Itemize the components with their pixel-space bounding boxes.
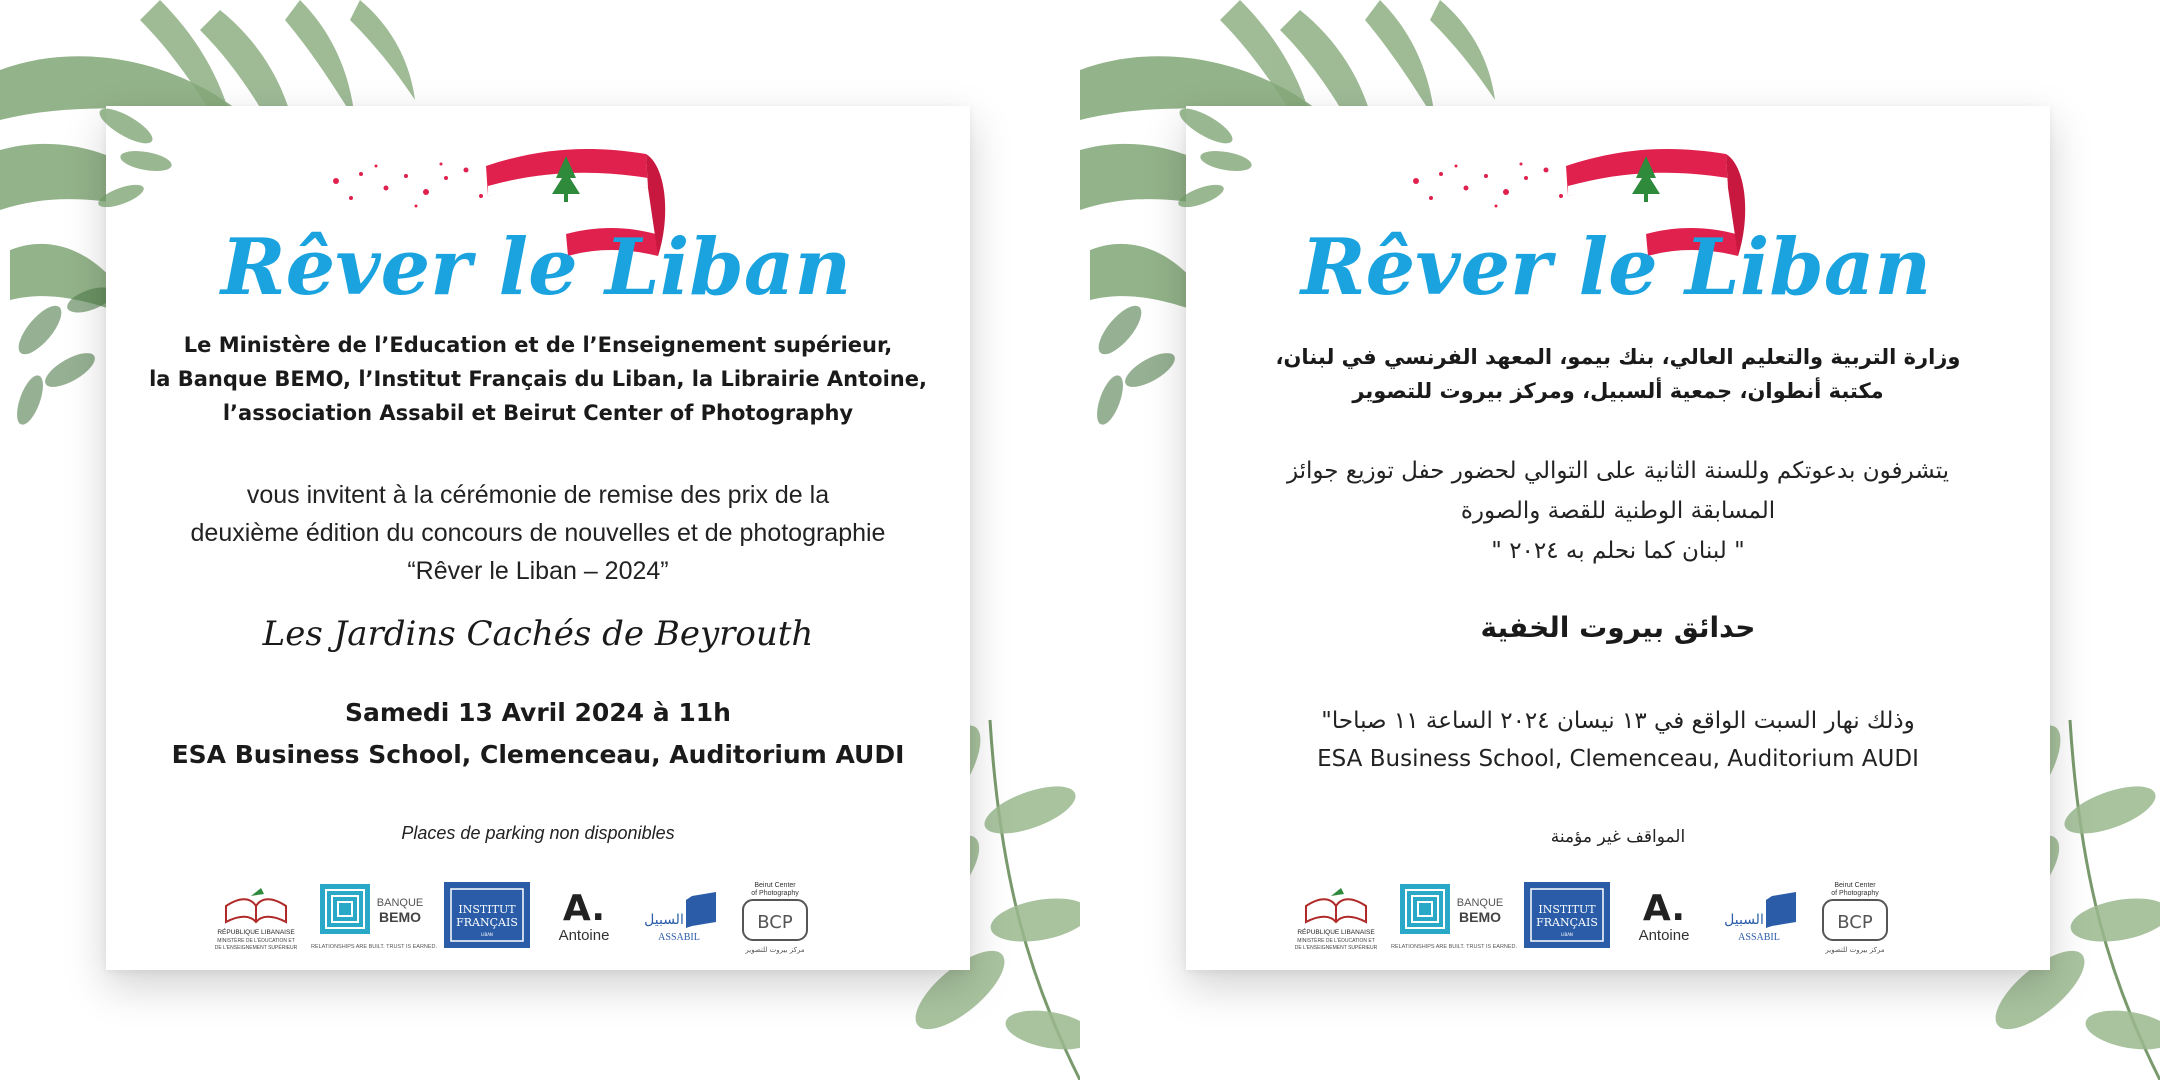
svg-text:INSTITUT: INSTITUT <box>1538 903 1596 916</box>
leaves-corner-icon <box>106 106 216 246</box>
svg-text:Antoine: Antoine <box>1638 927 1690 944</box>
svg-text:مركز بيروت للتصوير: مركز بيروت للتصوير <box>745 946 805 954</box>
ministry-logo <box>1286 878 1386 958</box>
svg-text:of Photography: of Photography <box>751 890 799 897</box>
svg-text:Beirut Center: Beirut Center <box>754 882 796 889</box>
svg-text:FRANÇAIS: FRANÇAIS <box>456 916 518 929</box>
institut-francais-logo <box>442 878 532 958</box>
antoine-logo <box>546 878 622 958</box>
partner-logos <box>1286 878 1956 958</box>
invitation-text-arabic <box>1216 451 2020 571</box>
partner-logos <box>206 878 876 958</box>
organizers-line-1: وزارة التربية والتعليم العالي، بنك بيمو، المعهد الفرنسي في لبنان، <box>1275 345 1961 369</box>
rever-le-liban-logo <box>1300 126 1932 326</box>
event-venue: ESA Business School, Clemenceau, Auditorium AUDI <box>171 740 905 769</box>
bemo-logo <box>1390 878 1518 958</box>
organizers-line-1: Le Ministère de l’Education et de l’Enseignement supérieur, <box>183 333 893 357</box>
organizers-line-2: la Banque BEMO, l’Institut Français du Liban, la Librairie Antoine, <box>149 367 927 391</box>
arabic-invitation-panel <box>1080 0 2160 1080</box>
svg-text:السبيل: السبيل <box>1724 912 1764 928</box>
event-venue: ESA Business School, Clemenceau, Auditorium AUDI <box>1317 746 1919 772</box>
svg-text:مركز بيروت للتصوير: مركز بيروت للتصوير <box>1825 946 1885 954</box>
svg-text:RÉPUBLIQUE LIBANAISE: RÉPUBLIQUE LIBANAISE <box>1297 929 1375 936</box>
sparkles-icon <box>333 163 483 208</box>
organizers-text-arabic <box>1216 340 2020 408</box>
svg-text:A.: A. <box>562 888 606 929</box>
svg-text:RÉPUBLIQUE LIBANAISE: RÉPUBLIQUE LIBANAISE <box>217 929 295 936</box>
bcp-logo <box>734 878 816 958</box>
invitation-line-3: " لبنان كما نحلم به ٢٠٢٤ " <box>1491 538 1745 564</box>
organizers-line-2: مكتبة أنطوان، جمعية ألسبيل، ومركز بيروت للتصوير <box>1352 379 1884 403</box>
event-details-arabic <box>1216 702 2020 778</box>
invitation-line-1: vous invitent à la cérémonie de remise des prix de la <box>246 481 830 509</box>
assabil-logo <box>634 878 724 958</box>
svg-text:السبيل: السبيل <box>644 912 684 928</box>
book-icon <box>226 888 286 922</box>
invitation-card <box>1186 106 2050 970</box>
svg-text:of Photography: of Photography <box>1831 890 1879 897</box>
bcp-logo <box>1814 878 1896 958</box>
svg-text:RELATIONSHIPS ARE BUILT. TRUST: RELATIONSHIPS ARE BUILT. TRUST IS EARNED. <box>310 944 438 950</box>
ministry-logo <box>206 878 306 958</box>
svg-text:BANQUE: BANQUE <box>1456 897 1504 909</box>
logo-title: Rêver le Liban <box>220 222 852 313</box>
svg-text:Beirut Center: Beirut Center <box>1834 882 1876 889</box>
svg-text:LIBAN: LIBAN <box>481 932 493 937</box>
invitation-card <box>106 106 970 970</box>
parking-note: Places de parking non disponibles <box>401 823 675 843</box>
open-book-icon <box>686 892 716 928</box>
antoine-logo <box>1626 878 1702 958</box>
invitation-line-1: يتشرفون بدعوتكم وللسنة الثانية على التوالي لحضور حفل توزيع جوائز <box>1286 458 1950 484</box>
svg-text:Antoine: Antoine <box>558 927 610 944</box>
svg-text:FRANÇAIS: FRANÇAIS <box>1536 916 1598 929</box>
book-icon <box>1306 888 1366 922</box>
open-book-icon <box>1766 892 1796 928</box>
sparkles-icon <box>1413 163 1563 208</box>
svg-text:ASSABIL: ASSABIL <box>658 932 700 943</box>
svg-text:DE L'ENSEIGNEMENT SUPÉRIEUR: DE L'ENSEIGNEMENT SUPÉRIEUR <box>214 945 298 951</box>
institut-francais-logo <box>1522 878 1612 958</box>
svg-text:LIBAN: LIBAN <box>1561 932 1573 937</box>
svg-text:A.: A. <box>1642 888 1686 929</box>
event-details <box>136 692 940 776</box>
invitation-line-3: “Rêver le Liban – 2024” <box>407 557 669 585</box>
event-subtitle-arabic: حدائق بيروت الخفية <box>1480 611 1756 644</box>
svg-text:BEMO: BEMO <box>379 909 421 925</box>
svg-text:BEMO: BEMO <box>1459 909 1501 925</box>
parking-note-arabic: المواقف غير مؤمنة <box>1550 827 1686 847</box>
assabil-logo <box>1714 878 1804 958</box>
svg-text:INSTITUT: INSTITUT <box>458 903 516 916</box>
svg-text:DE L'ENSEIGNEMENT SUPÉRIEUR: DE L'ENSEIGNEMENT SUPÉRIEUR <box>1294 945 1378 951</box>
event-date: وذلك نهار السبت الواقع في ١٣ نيسان ٢٠٢٤ الساعة ١١ صباحا" <box>1321 708 1915 734</box>
invitation-text <box>136 476 940 590</box>
svg-text:RELATIONSHIPS ARE BUILT. TRUST: RELATIONSHIPS ARE BUILT. TRUST IS EARNED. <box>1390 944 1518 950</box>
organizers-text <box>136 328 940 430</box>
svg-text:BANQUE: BANQUE <box>376 897 424 909</box>
invitation-line-2: المسابقة الوطنية للقصة والصورة <box>1460 498 1776 524</box>
svg-text:ASSABIL: ASSABIL <box>1738 932 1780 943</box>
bemo-logo <box>310 878 438 958</box>
event-subtitle: Les Jardins Cachés de Beyrouth <box>262 614 814 654</box>
svg-text:MINISTÈRE DE L'ÉDUCATION ET: MINISTÈRE DE L'ÉDUCATION ET <box>217 938 295 944</box>
logo-title: Rêver le Liban <box>1300 222 1932 313</box>
organizers-line-3: l’association Assabil et Beirut Center of Photography <box>222 401 854 425</box>
svg-text:BCP: BCP <box>757 912 793 933</box>
leaves-corner-icon <box>1186 106 1296 246</box>
svg-text:BCP: BCP <box>1837 912 1873 933</box>
invitation-line-2: deuxième édition du concours de nouvelles et de photographie <box>190 519 886 547</box>
event-date: Samedi 13 Avril 2024 à 11h <box>345 698 731 727</box>
rever-le-liban-logo <box>220 126 852 326</box>
svg-text:MINISTÈRE DE L'ÉDUCATION ET: MINISTÈRE DE L'ÉDUCATION ET <box>1297 938 1375 944</box>
